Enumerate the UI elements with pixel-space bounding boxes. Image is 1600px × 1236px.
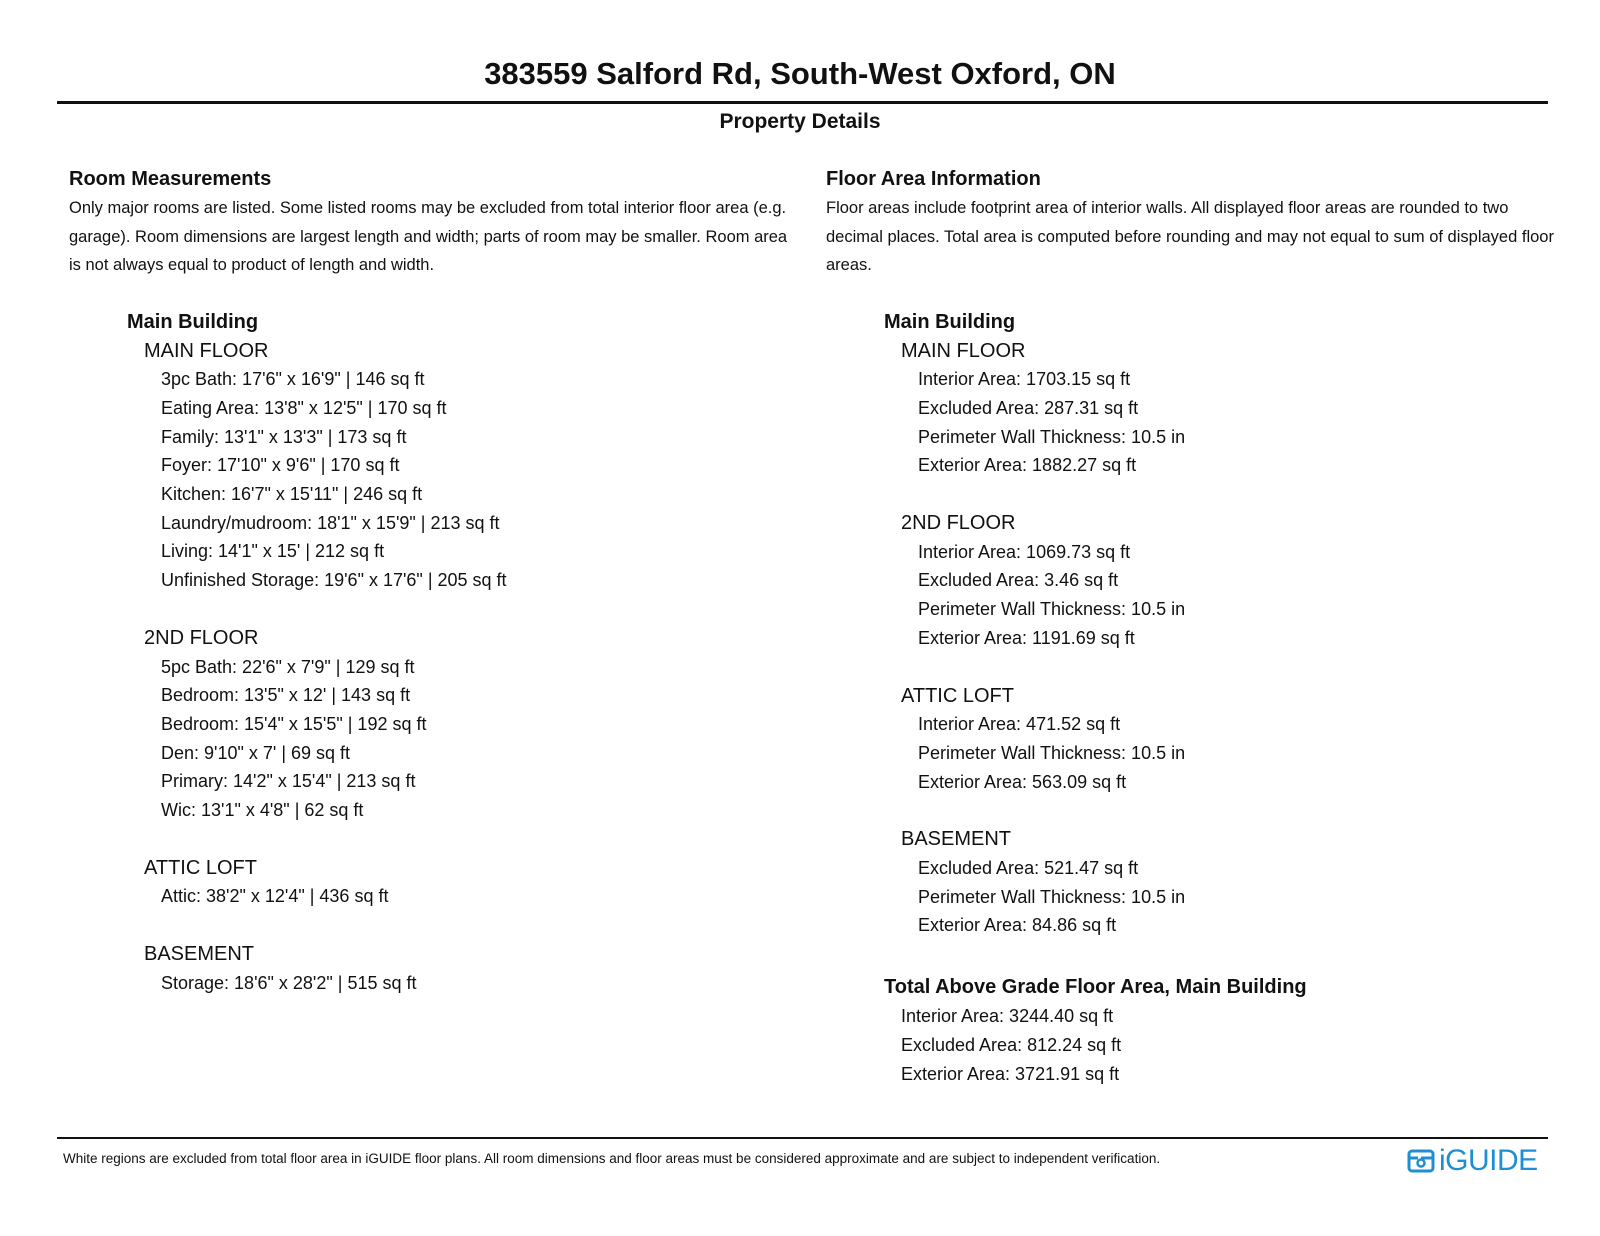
room-entry: 5pc Bath: 22'6" x 7'9" | 129 sq ft bbox=[161, 656, 415, 677]
total-area-entry: Excluded Area: 812.24 sq ft bbox=[901, 1034, 1122, 1055]
total-area-lines bbox=[826, 1002, 1556, 1088]
area-entry: Excluded Area: 3.46 sq ft bbox=[918, 570, 1119, 591]
area-entry: Interior Area: 1069.73 sq ft bbox=[918, 541, 1131, 562]
floor-block bbox=[69, 337, 789, 595]
floor-name: MAIN FLOOR bbox=[901, 339, 1026, 362]
floor-name: BASEMENT bbox=[901, 828, 1012, 851]
total-area-block bbox=[826, 973, 1556, 1088]
floor-area-heading: Floor Area Information bbox=[826, 168, 1041, 190]
page-title: 383559 Salford Rd, South-West Oxford, ON bbox=[484, 56, 1116, 91]
room-entry: Primary: 14'2" x 15'4" | 213 sq ft bbox=[161, 771, 416, 792]
area-entry: Exterior Area: 84.86 sq ft bbox=[918, 915, 1117, 936]
floor-block bbox=[69, 940, 789, 997]
area-entry: Interior Area: 1703.15 sq ft bbox=[918, 369, 1131, 390]
floor-name: MAIN FLOOR bbox=[144, 339, 269, 362]
room-entry: Unfinished Storage: 19'6" x 17'6" | 205 sq ft bbox=[161, 570, 507, 591]
floor-name: BASEMENT bbox=[144, 943, 255, 966]
total-area-heading: Total Above Grade Floor Area, Main Building bbox=[884, 976, 1307, 999]
floor-name: ATTIC LOFT bbox=[144, 856, 257, 879]
area-floor-list bbox=[826, 337, 1556, 941]
footer-divider bbox=[57, 1137, 1548, 1139]
area-entry: Exterior Area: 1191.69 sq ft bbox=[918, 627, 1135, 648]
area-entry: Perimeter Wall Thickness: 10.5 in bbox=[918, 426, 1186, 447]
room-building-heading: Main Building bbox=[127, 310, 259, 333]
page-subtitle: Property Details bbox=[719, 110, 881, 133]
room-entry: Living: 14'1" x 15' | 212 sq ft bbox=[161, 541, 385, 562]
floor-block bbox=[69, 854, 789, 911]
room-entry: Eating Area: 13'8" x 12'5" | 170 sq ft bbox=[161, 397, 447, 418]
area-entry: Exterior Area: 563.09 sq ft bbox=[918, 771, 1127, 792]
room-building-block bbox=[69, 308, 789, 998]
area-entry: Excluded Area: 287.31 sq ft bbox=[918, 397, 1139, 418]
floor-block bbox=[826, 825, 1556, 940]
area-entry: Interior Area: 471.52 sq ft bbox=[918, 714, 1121, 735]
floor-name: 2ND FLOOR bbox=[144, 626, 259, 649]
floor-block bbox=[826, 337, 1556, 481]
footer-disclaimer: White regions are excluded from total floor area in iGUIDE floor plans. All room dimensions and floor areas must be considered approximate and are subject to independent verification. bbox=[63, 1151, 1161, 1166]
room-entry: Laundry/mudroom: 18'1" x 15'9" | 213 sq ft bbox=[161, 512, 500, 533]
area-building-block bbox=[826, 308, 1556, 941]
room-measurements-section bbox=[69, 165, 789, 1027]
room-entry: Storage: 18'6" x 28'2" | 515 sq ft bbox=[161, 972, 417, 993]
room-entry: Attic: 38'2" x 12'4" | 436 sq ft bbox=[161, 886, 389, 907]
room-entry: Bedroom: 13'5" x 12' | 143 sq ft bbox=[161, 685, 411, 706]
room-entry: 3pc Bath: 17'6" x 16'9" | 146 sq ft bbox=[161, 369, 425, 390]
floor-area-section bbox=[826, 165, 1556, 1088]
iguide-logo bbox=[1407, 1144, 1538, 1178]
total-area-entry: Exterior Area: 3721.91 sq ft bbox=[901, 1063, 1120, 1084]
room-measurements-heading: Room Measurements bbox=[69, 168, 272, 190]
room-entry: Family: 13'1" x 13'3" | 173 sq ft bbox=[161, 426, 407, 447]
floor-block bbox=[826, 682, 1556, 797]
floor-block bbox=[826, 509, 1556, 653]
total-area-entry: Interior Area: 3244.40 sq ft bbox=[901, 1006, 1114, 1027]
floor-name: 2ND FLOOR bbox=[901, 512, 1016, 535]
room-floor-list bbox=[69, 337, 789, 998]
room-measurements-intro: Only major rooms are listed. Some listed rooms may be excluded from total interior floor area (e.g. garage). Room dimensions are largest length and width; parts of room may be smaller. Room area is not always equal to product of length and width. bbox=[69, 199, 788, 274]
floor-name: ATTIC LOFT bbox=[901, 684, 1014, 707]
floor-area-intro: Floor areas include footprint area of interior walls. All displayed floor areas are rounded to two decimal places. Total area is computed before rounding and may not equal to sum of displayed floor areas. bbox=[826, 199, 1554, 274]
header-divider bbox=[57, 101, 1548, 104]
area-building-heading: Main Building bbox=[884, 310, 1016, 333]
area-entry: Perimeter Wall Thickness: 10.5 in bbox=[918, 742, 1186, 763]
area-entry: Exterior Area: 1882.27 sq ft bbox=[918, 455, 1137, 476]
area-entry: Perimeter Wall Thickness: 10.5 in bbox=[918, 886, 1186, 907]
room-entry: Den: 9'10" x 7' | 69 sq ft bbox=[161, 742, 351, 763]
room-entry: Kitchen: 16'7" x 15'11" | 246 sq ft bbox=[161, 484, 423, 505]
iguide-logo-icon bbox=[1407, 1146, 1437, 1176]
floor-block bbox=[69, 624, 789, 825]
room-entry: Foyer: 17'10" x 9'6" | 170 sq ft bbox=[161, 455, 400, 476]
iguide-logo-text: iGUIDE bbox=[1439, 1144, 1538, 1177]
room-entry: Wic: 13'1" x 4'8" | 62 sq ft bbox=[161, 800, 364, 821]
area-entry: Perimeter Wall Thickness: 10.5 in bbox=[918, 599, 1186, 620]
area-entry: Excluded Area: 521.47 sq ft bbox=[918, 858, 1139, 879]
room-entry: Bedroom: 15'4" x 15'5" | 192 sq ft bbox=[161, 713, 427, 734]
